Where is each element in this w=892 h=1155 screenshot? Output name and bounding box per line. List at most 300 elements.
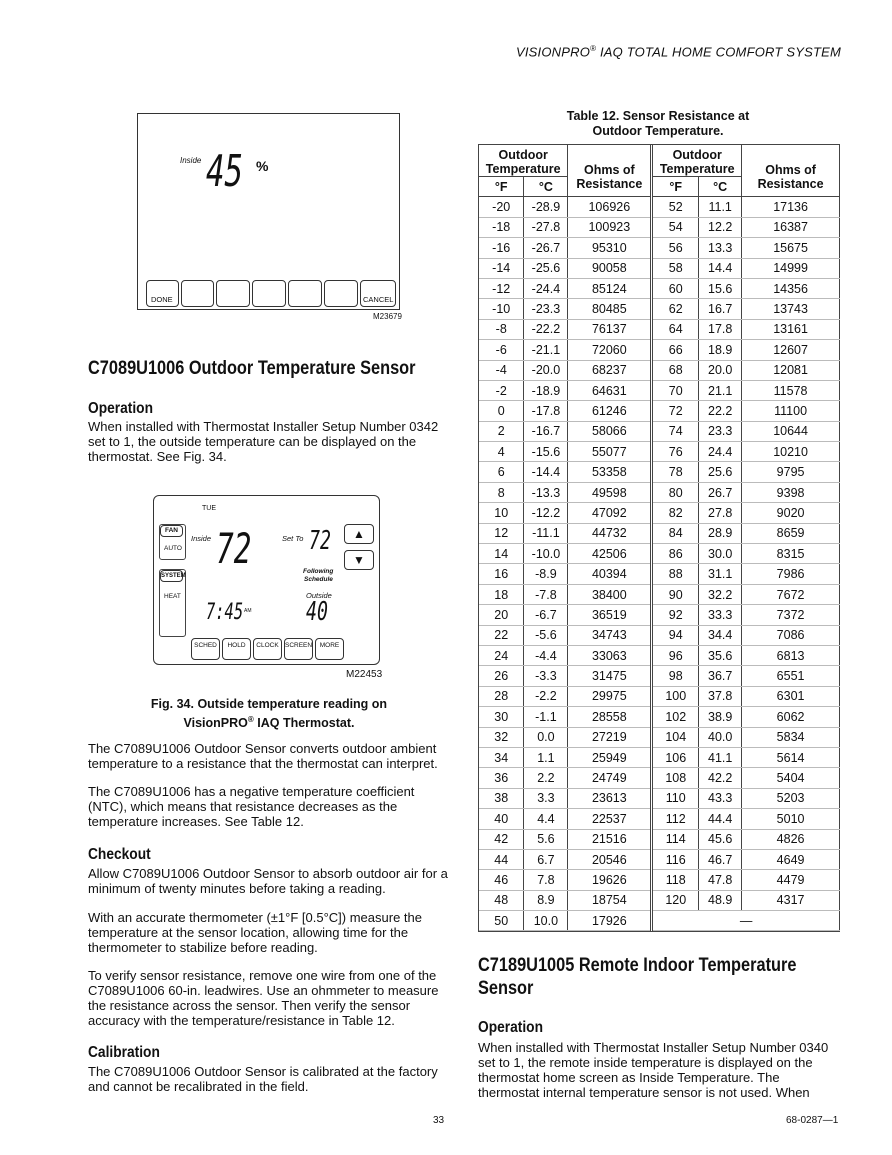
table-cell: 64 <box>652 319 699 339</box>
table-cell: 5614 <box>742 747 840 767</box>
operation-heading: Operation <box>88 400 153 417</box>
body-paragraph: To verify sensor resistance, remove one wire from one of the C7089U1006 60-in. leadwires. Use an ohmmeter to measure the resistance across the sensor. Then verify the sensor accuracy with the temperature/resistance in Table 12. <box>88 968 439 1028</box>
table-cell: 5010 <box>742 809 840 829</box>
table-cell: 6.7 <box>524 849 568 869</box>
table-cell: 1.1 <box>524 747 568 767</box>
table-cell: 94 <box>652 625 699 645</box>
table-cell: 23613 <box>568 788 652 808</box>
table-cell: 24.4 <box>699 442 742 462</box>
table-cell: 44732 <box>568 523 652 543</box>
table-cell: 16.7 <box>699 299 742 319</box>
blank-button-4[interactable] <box>288 280 322 307</box>
table-cell: 44.4 <box>699 809 742 829</box>
table-cell: 70 <box>652 380 699 400</box>
table-row <box>479 870 840 890</box>
table-cell: -2.2 <box>524 686 568 706</box>
table-cell: 112 <box>652 809 699 829</box>
table-cell: 100923 <box>568 217 652 237</box>
table-cell: 22537 <box>568 809 652 829</box>
table-cell: 15.6 <box>699 278 742 298</box>
outdoor-temp-header: Outdoor Temperature <box>479 145 568 177</box>
table-cell: 0 <box>479 401 524 421</box>
inside-label: Inside <box>180 156 202 165</box>
table-row <box>479 584 840 604</box>
table-cell: 120 <box>652 890 699 910</box>
table-cell: 27219 <box>568 727 652 747</box>
table-cell: -20.0 <box>524 360 568 380</box>
table-cell: 53358 <box>568 462 652 482</box>
table-cell: 15675 <box>742 238 840 258</box>
table-cell: 58 <box>652 258 699 278</box>
sched-button[interactable]: SCHED <box>191 638 220 660</box>
table-cell: 32.2 <box>699 584 742 604</box>
table-cell: 42 <box>479 829 524 849</box>
cancel-button[interactable]: CANCEL <box>360 280 396 307</box>
down-arrow-button[interactable] <box>344 550 374 570</box>
table-cell: 28558 <box>568 707 652 727</box>
table-cell: 2 <box>479 421 524 441</box>
table-cell: 4.4 <box>524 809 568 829</box>
table-cell: 17926 <box>568 911 652 931</box>
table-cell: 98 <box>652 666 699 686</box>
table-cell: 5404 <box>742 768 840 788</box>
table-cell: 12607 <box>742 340 840 360</box>
table-cell: -23.3 <box>524 299 568 319</box>
up-arrow-button[interactable] <box>344 524 374 544</box>
table-cell: -13.3 <box>524 482 568 502</box>
table-cell: 9398 <box>742 482 840 502</box>
table-cell: -16.7 <box>524 421 568 441</box>
table-cell: 31475 <box>568 666 652 686</box>
table-row <box>479 809 840 829</box>
table-cell: 24749 <box>568 768 652 788</box>
table-row <box>479 625 840 645</box>
table-cell: 35.6 <box>699 645 742 665</box>
table-cell: 6551 <box>742 666 840 686</box>
figure-caption: Fig. 34. Outside temperature reading on VisionPRO® IAQ Thermostat. <box>150 697 388 731</box>
table-row <box>479 829 840 849</box>
table-row <box>479 319 840 339</box>
table-cell: -10 <box>479 299 524 319</box>
table-cell: 8.9 <box>524 890 568 910</box>
table-cell: 68 <box>652 360 699 380</box>
table-row <box>479 544 840 564</box>
table-cell: 38 <box>479 788 524 808</box>
table-cell: 18754 <box>568 890 652 910</box>
table-cell: 41.1 <box>699 747 742 767</box>
table-cell: 5.6 <box>524 829 568 849</box>
table-cell: 7672 <box>742 584 840 604</box>
f-header: °F <box>652 177 699 197</box>
table-cell: -14 <box>479 258 524 278</box>
inside-label: Inside <box>191 534 212 543</box>
table-cell: 64631 <box>568 380 652 400</box>
table-cell: 96 <box>652 645 699 665</box>
table-cell: -25.6 <box>524 258 568 278</box>
table-cell: 40.0 <box>699 727 742 747</box>
table-cell: 46 <box>479 870 524 890</box>
table-cell: 116 <box>652 849 699 869</box>
table-cell: 17.8 <box>699 319 742 339</box>
table-cell: 90 <box>652 584 699 604</box>
table-cell: 36 <box>479 768 524 788</box>
auto-label: AUTO <box>164 545 182 552</box>
set-to-label: Set To <box>282 534 304 543</box>
table-cell: 12081 <box>742 360 840 380</box>
table-cell: -15.6 <box>524 442 568 462</box>
table-row <box>479 238 840 258</box>
table-cell: 45.6 <box>699 829 742 849</box>
more-button[interactable]: MORE <box>315 638 344 660</box>
table-cell: 11.1 <box>699 197 742 217</box>
table-cell: 25.6 <box>699 462 742 482</box>
checkout-heading: Checkout <box>88 846 151 863</box>
table-cell: 9795 <box>742 462 840 482</box>
document-number: 68-0287—1 <box>786 1115 839 1126</box>
heat-label: HEAT <box>164 593 181 600</box>
table-cell: -26.7 <box>524 238 568 258</box>
fan-button[interactable]: FAN <box>160 525 183 537</box>
table-cell: 43.3 <box>699 788 742 808</box>
table-cell: -20 <box>479 197 524 217</box>
schedule-label: Schedule <box>304 576 333 583</box>
table-cell: 6062 <box>742 707 840 727</box>
table-cell: 54 <box>652 217 699 237</box>
table-cell: 28 <box>479 686 524 706</box>
table-cell: 106926 <box>568 197 652 217</box>
table-row <box>479 788 840 808</box>
table-cell: 25949 <box>568 747 652 767</box>
table-cell: 26 <box>479 666 524 686</box>
up-arrow-icon: ▲ <box>353 527 365 541</box>
table-cell: 18 <box>479 584 524 604</box>
table-cell: 4826 <box>742 829 840 849</box>
table-row <box>479 360 840 380</box>
table-cell: -6.7 <box>524 605 568 625</box>
table-cell: 7.8 <box>524 870 568 890</box>
table-cell: 14356 <box>742 278 840 298</box>
table-cell: -12 <box>479 278 524 298</box>
resistance-table-wrapper <box>478 144 840 932</box>
table-title: Table 12. Sensor Resistance at Outdoor Temperature. <box>566 109 750 138</box>
table-cell: -7.8 <box>524 584 568 604</box>
c-header: °C <box>699 177 742 197</box>
section-title-outdoor-sensor: C7089U1006 Outdoor Temperature Sensor <box>88 358 416 379</box>
table-row <box>479 768 840 788</box>
running-header: VISIONPRO® IAQ TOTAL HOME COMFORT SYSTEM <box>516 44 841 60</box>
table-cell: 36519 <box>568 605 652 625</box>
table-cell: -24.4 <box>524 278 568 298</box>
table-row <box>479 278 840 298</box>
table-cell: 33.3 <box>699 605 742 625</box>
table-cell: 100 <box>652 686 699 706</box>
table-cell: -27.8 <box>524 217 568 237</box>
table-cell: 26.7 <box>699 482 742 502</box>
table-cell: 60 <box>652 278 699 298</box>
table-cell: 8 <box>479 482 524 502</box>
hold-button[interactable]: HOLD <box>222 638 251 660</box>
table-row <box>479 707 840 727</box>
table-cell: 90058 <box>568 258 652 278</box>
table-cell: 30 <box>479 707 524 727</box>
table-cell: 8659 <box>742 523 840 543</box>
blank-button-2[interactable] <box>216 280 250 307</box>
clock-button[interactable]: CLOCK <box>253 638 282 660</box>
table-row <box>479 380 840 400</box>
section-title-remote-sensor: C7189U1005 Remote Indoor Temperature Sensor <box>478 955 797 999</box>
table-cell: 84 <box>652 523 699 543</box>
operation-text: When installed with Thermostat Installer Setup Number 0340 set to 1, the remote inside temperature is displayed on the thermostat home screen as Inside Temperature. The thermostat internal temperature sensor is not used. When <box>478 1040 829 1100</box>
table-cell: -12.2 <box>524 503 568 523</box>
table-cell: 102 <box>652 707 699 727</box>
table-cell: 82 <box>652 503 699 523</box>
table-row <box>479 890 840 910</box>
table-cell: -4.4 <box>524 645 568 665</box>
table-cell: 20.0 <box>699 360 742 380</box>
table-row <box>479 523 840 543</box>
table-cell: 12.2 <box>699 217 742 237</box>
table-cell: 78 <box>652 462 699 482</box>
table-row <box>479 217 840 237</box>
table-cell: 34.4 <box>699 625 742 645</box>
table-cell: 16 <box>479 564 524 584</box>
table-row <box>479 421 840 441</box>
table-cell: 72 <box>652 401 699 421</box>
table-row <box>479 401 840 421</box>
table-row <box>479 503 840 523</box>
outdoor-temp-header: Outdoor Temperature <box>652 145 742 177</box>
table-cell: 108 <box>652 768 699 788</box>
table-cell: 20546 <box>568 849 652 869</box>
body-paragraph: With an accurate thermometer (±1°F [0.5°C]) measure the temperature at the sensor location, allowing time for the thermometer to stabilize before reading. <box>88 910 422 955</box>
table-cell: 18.9 <box>699 340 742 360</box>
table-cell: 4479 <box>742 870 840 890</box>
table-cell: 68237 <box>568 360 652 380</box>
table-cell: 22 <box>479 625 524 645</box>
table-cell: 38.9 <box>699 707 742 727</box>
table-cell: -14.4 <box>524 462 568 482</box>
table-row <box>479 482 840 502</box>
table-cell: 34743 <box>568 625 652 645</box>
table-cell: 10 <box>479 503 524 523</box>
following-label: Following <box>303 568 334 575</box>
f-header: °F <box>479 177 524 197</box>
calibration-heading: Calibration <box>88 1044 160 1061</box>
table-cell: 11100 <box>742 401 840 421</box>
table-cell: -8 <box>479 319 524 339</box>
table-cell: 33063 <box>568 645 652 665</box>
table-cell: -11.1 <box>524 523 568 543</box>
table-cell: 12 <box>479 523 524 543</box>
table-cell: 88 <box>652 564 699 584</box>
table-cell: 49598 <box>568 482 652 502</box>
blank-button-5[interactable] <box>324 280 358 307</box>
table-cell: 46.7 <box>699 849 742 869</box>
table-cell: 23.3 <box>699 421 742 441</box>
table-cell: 6301 <box>742 686 840 706</box>
table-cell: 110 <box>652 788 699 808</box>
table-cell: 32 <box>479 727 524 747</box>
table-cell: 13743 <box>742 299 840 319</box>
table-cell: 74 <box>652 421 699 441</box>
table-cell: 4 <box>479 442 524 462</box>
body-paragraph: The C7089U1006 Outdoor Sensor is calibrated at the factory and cannot be recalibrated in the field. <box>88 1064 438 1094</box>
table-row <box>479 197 840 217</box>
table-cell: -6 <box>479 340 524 360</box>
percent-unit: % <box>256 158 269 174</box>
table-cell: 58066 <box>568 421 652 441</box>
humidity-screen-figure <box>137 113 400 310</box>
table-cell: 85124 <box>568 278 652 298</box>
table-cell: 42506 <box>568 544 652 564</box>
table-cell: 0.0 <box>524 727 568 747</box>
table-row <box>479 442 840 462</box>
table-cell: -2 <box>479 380 524 400</box>
table-cell: -28.9 <box>524 197 568 217</box>
table-row <box>479 911 840 931</box>
table-cell: 14 <box>479 544 524 564</box>
table-row <box>479 564 840 584</box>
humidity-value: 45 <box>206 146 244 197</box>
inside-temp: 72 <box>216 524 252 573</box>
table-cell: 106 <box>652 747 699 767</box>
table-cell: 56 <box>652 238 699 258</box>
table-cell: 114 <box>652 829 699 849</box>
table-cell: 24 <box>479 645 524 665</box>
table-row <box>479 686 840 706</box>
table-cell: 31.1 <box>699 564 742 584</box>
table-cell: 7086 <box>742 625 840 645</box>
table-cell: -18.9 <box>524 380 568 400</box>
done-button[interactable]: DONE <box>146 280 179 307</box>
table-cell: -17.8 <box>524 401 568 421</box>
table-cell: 47.8 <box>699 870 742 890</box>
table-cell: 19626 <box>568 870 652 890</box>
table-cell: 47092 <box>568 503 652 523</box>
table-cell: 11578 <box>742 380 840 400</box>
table-cell: 34 <box>479 747 524 767</box>
table-cell: 40 <box>479 809 524 829</box>
table-cell: 22.2 <box>699 401 742 421</box>
screen-button[interactable]: SCREEN <box>284 638 313 660</box>
table-cell: 28.9 <box>699 523 742 543</box>
am-label: AM <box>244 608 252 614</box>
table-cell: 7986 <box>742 564 840 584</box>
operation-heading: Operation <box>478 1019 543 1036</box>
table-cell: 48.9 <box>699 890 742 910</box>
ohms-header: Ohms of Resistance <box>568 145 652 197</box>
system-button[interactable]: SYSTEM <box>160 570 183 582</box>
table-cell: -5.6 <box>524 625 568 645</box>
table-cell: -4 <box>479 360 524 380</box>
table-cell: 4317 <box>742 890 840 910</box>
thermostat-screen-figure <box>153 495 380 665</box>
table-cell: 37.8 <box>699 686 742 706</box>
table-cell: 92 <box>652 605 699 625</box>
table-cell: 14999 <box>742 258 840 278</box>
table-cell: 42.2 <box>699 768 742 788</box>
set-to-temp: 72 <box>309 526 331 556</box>
body-paragraph: The C7089U1006 has a negative temperature coefficient (NTC), which means that resistance decreases as the temperature increases. See Table 12. <box>88 784 415 829</box>
table-cell: 44 <box>479 849 524 869</box>
table-cell: 55077 <box>568 442 652 462</box>
table-cell: 80485 <box>568 299 652 319</box>
day-label: TUE <box>202 505 216 512</box>
body-paragraph: The C7089U1006 Outdoor Sensor converts outdoor ambient temperature to a resistance that the thermostat can interpret. <box>88 741 438 771</box>
table-cell: 6 <box>479 462 524 482</box>
table-row <box>479 645 840 665</box>
table-cell: -21.1 <box>524 340 568 360</box>
table-cell: 5203 <box>742 788 840 808</box>
blank-button-3[interactable] <box>252 280 286 307</box>
table-cell: 13.3 <box>699 238 742 258</box>
table-row <box>479 747 840 767</box>
table-cell: 13161 <box>742 319 840 339</box>
table-cell: 5834 <box>742 727 840 747</box>
table-cell: 62 <box>652 299 699 319</box>
table-cell: 27.8 <box>699 503 742 523</box>
table-cell: 72060 <box>568 340 652 360</box>
table-cell: 4649 <box>742 849 840 869</box>
table-cell: 30.0 <box>699 544 742 564</box>
table-cell: 95310 <box>568 238 652 258</box>
table-cell: 16387 <box>742 217 840 237</box>
table-cell: — <box>652 911 840 931</box>
table-cell: 10644 <box>742 421 840 441</box>
figure-id: M23679 <box>373 312 402 321</box>
table-cell: 6813 <box>742 645 840 665</box>
table-cell: -16 <box>479 238 524 258</box>
operation-text: When installed with Thermostat Installer Setup Number 0342 set to 1, the outside temperature can be displayed on the thermostat. See Fig. 34. <box>88 419 439 464</box>
table-cell: -3.3 <box>524 666 568 686</box>
table-cell: 80 <box>652 482 699 502</box>
table-cell: 104 <box>652 727 699 747</box>
table-cell: 86 <box>652 544 699 564</box>
down-arrow-icon: ▼ <box>353 553 365 567</box>
outside-label: Outside <box>306 591 332 600</box>
table-cell: 8315 <box>742 544 840 564</box>
figure-id: M22453 <box>346 669 383 680</box>
table-cell: 14.4 <box>699 258 742 278</box>
table-cell: -18 <box>479 217 524 237</box>
blank-button-1[interactable] <box>181 280 214 307</box>
table-row <box>479 299 840 319</box>
table-cell: -8.9 <box>524 564 568 584</box>
table-row <box>479 727 840 747</box>
table-cell: 21516 <box>568 829 652 849</box>
table-row <box>479 849 840 869</box>
table-cell: 61246 <box>568 401 652 421</box>
table-cell: 76 <box>652 442 699 462</box>
table-cell: -22.2 <box>524 319 568 339</box>
table-cell: 10210 <box>742 442 840 462</box>
outside-temp: 40 <box>306 597 328 627</box>
table-row <box>479 666 840 686</box>
table-cell: 7372 <box>742 605 840 625</box>
table-row <box>479 258 840 278</box>
table-cell: 21.1 <box>699 380 742 400</box>
table-cell: 38400 <box>568 584 652 604</box>
table-cell: 48 <box>479 890 524 910</box>
c-header: °C <box>524 177 568 197</box>
table-cell: 2.2 <box>524 768 568 788</box>
resistance-table <box>479 145 840 931</box>
table-cell: 9020 <box>742 503 840 523</box>
table-cell: 118 <box>652 870 699 890</box>
ohms-header: Ohms of Resistance <box>742 145 840 197</box>
table-cell: 52 <box>652 197 699 217</box>
table-cell: 50 <box>479 911 524 931</box>
